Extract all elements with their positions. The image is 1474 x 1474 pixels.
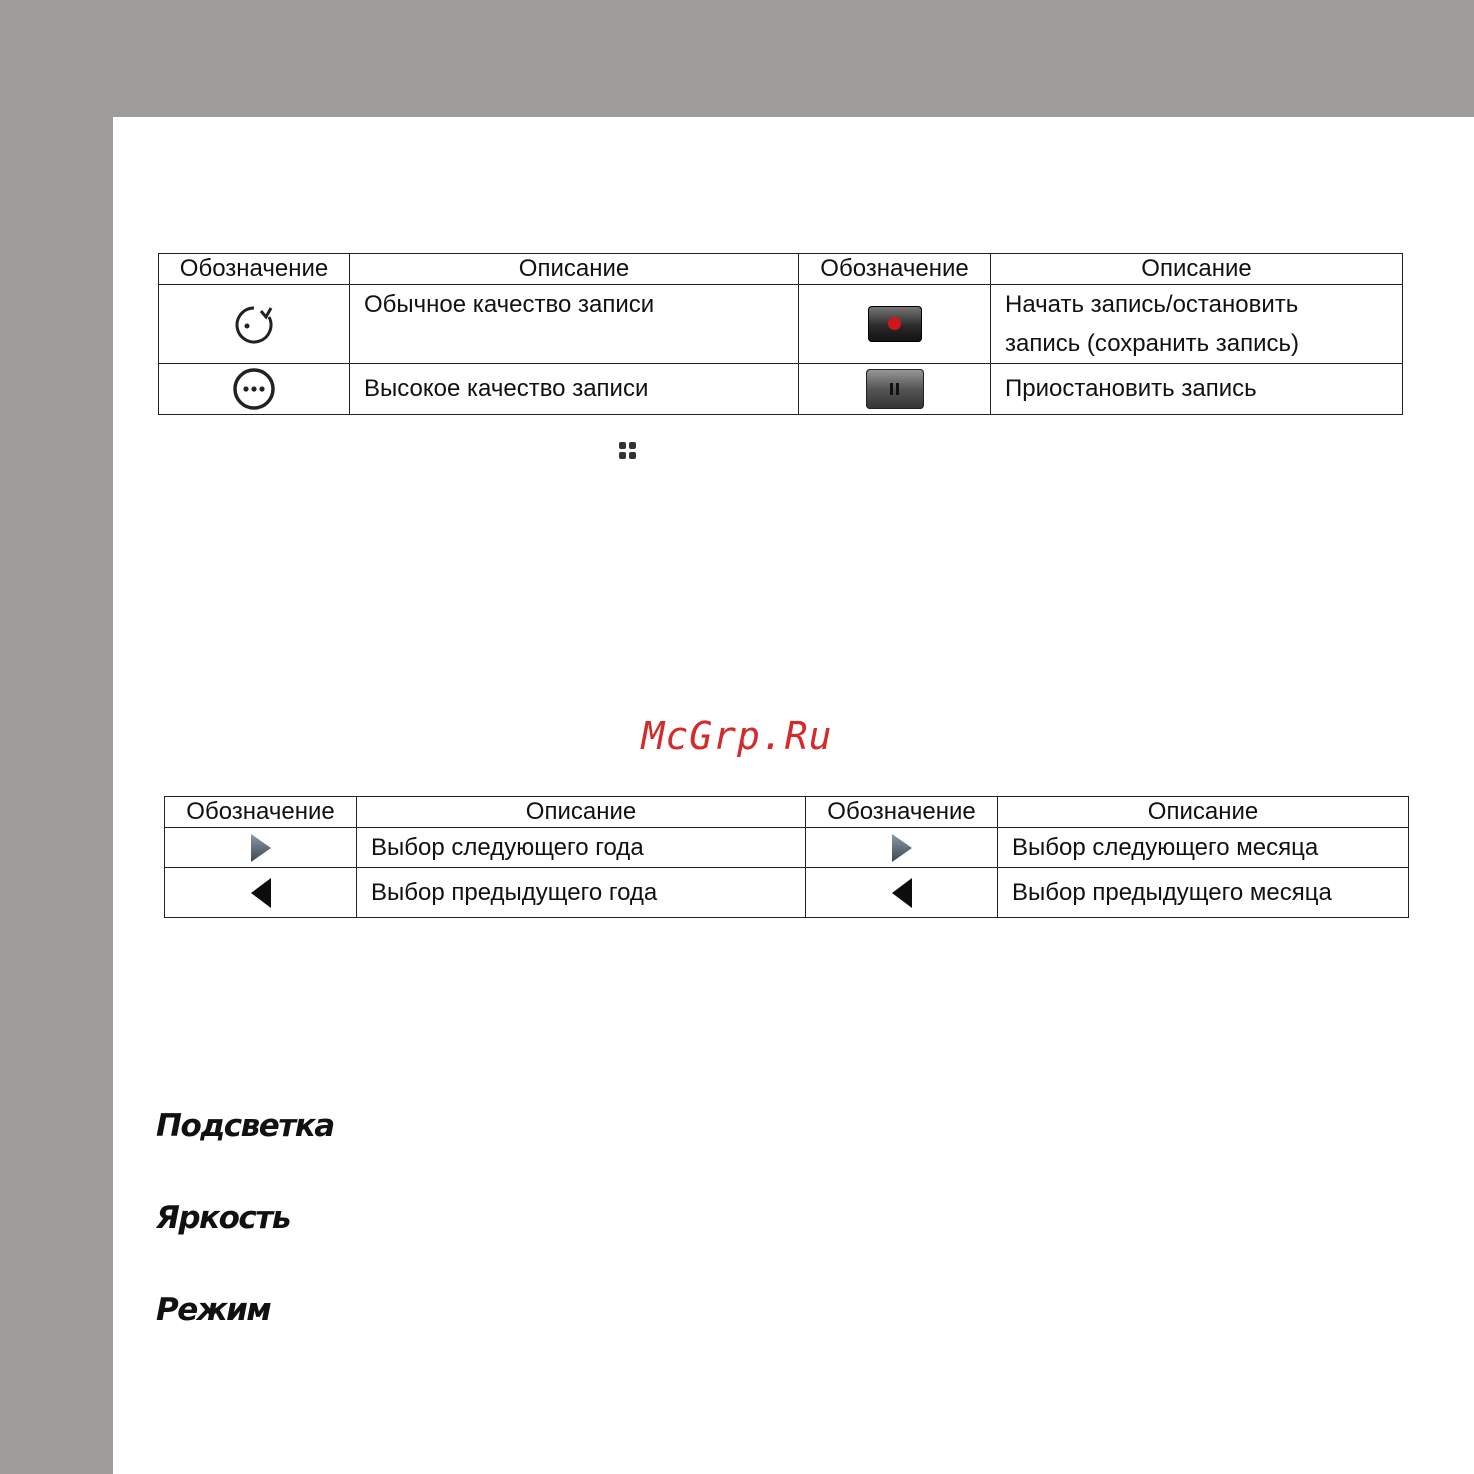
description-cell: [357, 828, 806, 868]
header-symbol: Обозначение: [159, 254, 350, 285]
heading-brightness: Яркость: [156, 1200, 290, 1236]
table-header-row: [159, 254, 1403, 285]
previous-year-label: Выбор предыдущего года: [371, 878, 658, 906]
play-right-icon: [248, 832, 274, 864]
header-symbol: Обозначение: [806, 797, 998, 828]
description-cell: [991, 285, 1403, 364]
heading-mode: Режим: [156, 1292, 271, 1328]
symbol-cell: [799, 364, 991, 415]
table-row: [159, 285, 1403, 364]
description-cell: [357, 868, 806, 918]
record-label-line2: запись (сохранить запись): [1005, 330, 1300, 357]
normal-quality-label: Обычное качество записи: [364, 291, 655, 318]
header-symbol: Обозначение: [165, 797, 357, 828]
header-description: Описание: [357, 797, 806, 828]
record-button-icon: [868, 306, 922, 342]
table-header-row: [165, 797, 1409, 828]
description-cell: [350, 364, 799, 415]
watermark: McGrp.Ru: [641, 714, 833, 758]
pause-label: Приостановить запись: [1005, 375, 1257, 402]
table-row: [159, 364, 1403, 415]
symbol-cell: [165, 828, 357, 868]
symbol-cell: [799, 285, 991, 364]
play-left-icon: [248, 876, 274, 910]
play-left-icon: [889, 876, 915, 910]
table-row: [165, 828, 1409, 868]
pause-button-icon: [866, 369, 924, 409]
high-quality-label: Высокое качество записи: [364, 375, 649, 402]
grid-icon: [617, 440, 639, 462]
normal-quality-icon: [231, 302, 277, 348]
symbol-cell: [165, 868, 357, 918]
description-cell: [350, 285, 799, 364]
header-description: Описание: [991, 254, 1403, 285]
description-cell: [998, 868, 1409, 918]
description-cell: [998, 828, 1409, 868]
header-symbol: Обозначение: [799, 254, 991, 285]
table-row: [165, 868, 1409, 918]
calendar-symbols-table: [164, 796, 1409, 918]
description-cell: [991, 364, 1403, 415]
header-description: Описание: [998, 797, 1409, 828]
symbol-cell: [806, 828, 998, 868]
high-quality-icon: [230, 365, 278, 413]
previous-month-label: Выбор предыдущего месяца: [1012, 878, 1332, 906]
next-month-label: Выбор следующего месяца: [1012, 833, 1319, 861]
next-year-label: Выбор следующего года: [371, 833, 644, 861]
symbol-cell: [159, 285, 350, 364]
symbol-cell: [159, 364, 350, 415]
recording-symbols-table: [158, 253, 1403, 415]
heading-backlight: Подсветка: [156, 1108, 334, 1144]
header-description: Описание: [350, 254, 799, 285]
play-right-icon: [889, 832, 915, 864]
symbol-cell: [806, 868, 998, 918]
record-label-line1: Начать запись/остановить: [1005, 291, 1299, 318]
